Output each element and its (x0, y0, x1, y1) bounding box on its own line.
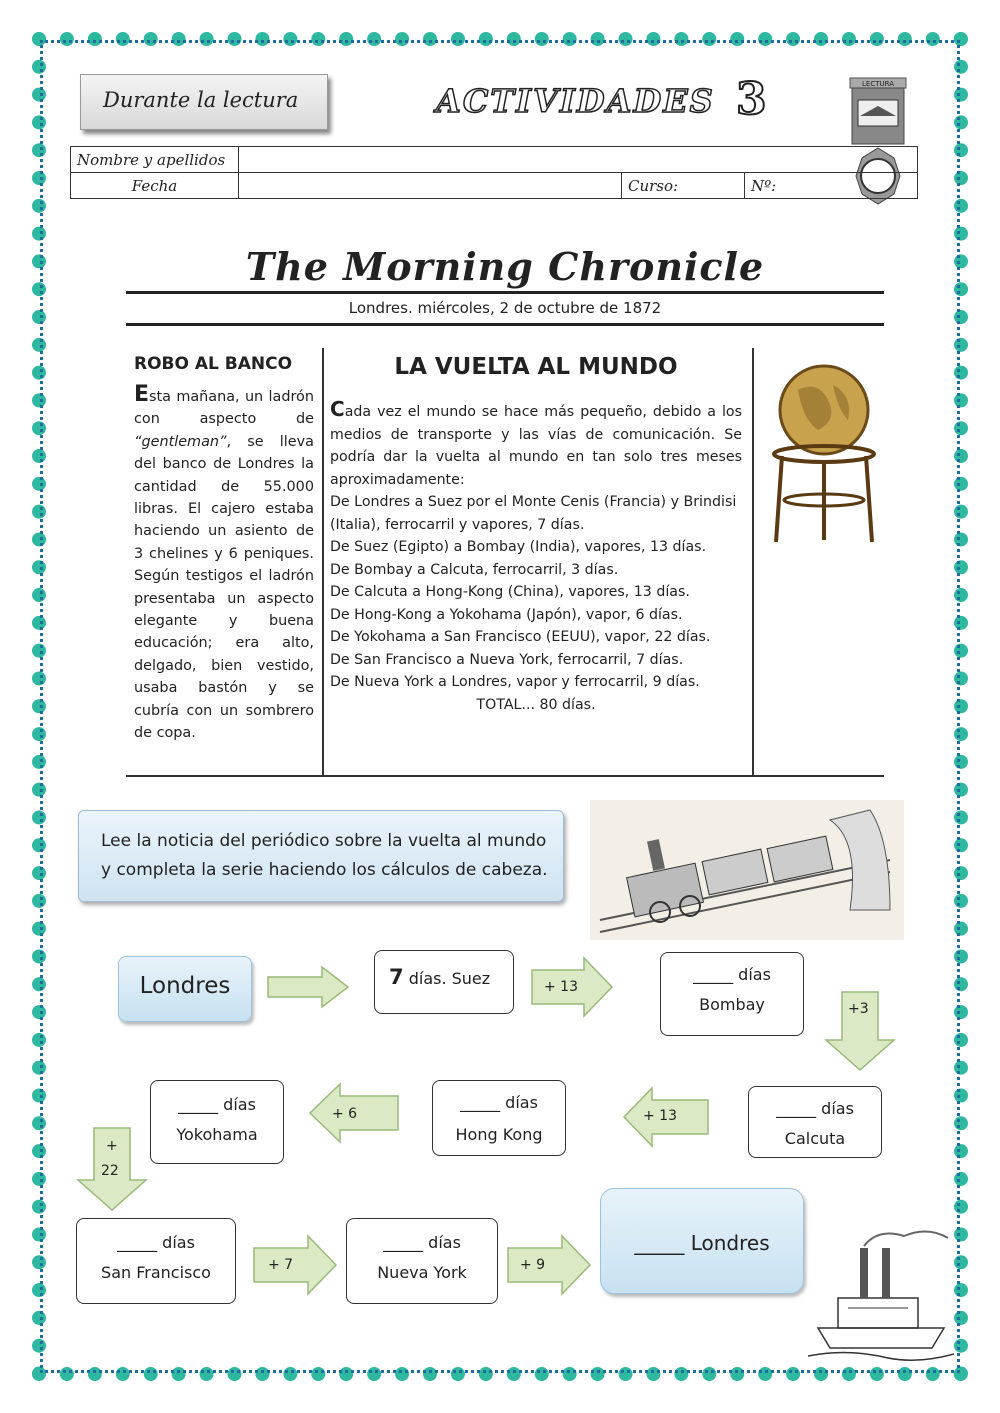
number-label[interactable]: Nº: (745, 173, 918, 199)
vuelta-leg: De Hong-Kong a Yokohama (Japón), vapor, 6 días. (330, 606, 683, 623)
yokohama-box (150, 1080, 284, 1164)
drop-cap: C (330, 397, 345, 421)
suez-box (374, 950, 514, 1014)
hongkong-box (432, 1080, 566, 1156)
name-label: Nombre y apellidos (71, 147, 239, 173)
yokohama-label: Yokohama (176, 1125, 258, 1144)
activity-number: 3 (736, 74, 767, 125)
right-arrow-icon (252, 1234, 338, 1296)
right-arrow-icon (506, 1234, 592, 1296)
blank-days[interactable]: _____ días (693, 965, 771, 984)
op-label: + 9 (520, 1257, 546, 1273)
bombay-box (660, 952, 804, 1036)
vuelta-total: TOTAL... 80 días. (476, 696, 596, 713)
vuelta-leg: De Londres a Suez por el Monte Cenis (Francia) y Brindisi (Italia), ferrocarril y vapores, 7 días. (330, 494, 737, 533)
bombay-label: Bombay (699, 995, 765, 1014)
vuelta-leg: De Suez (Egipto) a Bombay (India), vapores, 13 días. (330, 539, 707, 555)
vuelta-intro: ada vez el mundo se hace más pequeño, debido a los medios de transporte y las vías de comunicación. Se podría dar la vuelta al mundo en tan solo tres meses aproximadamente: (330, 404, 742, 488)
section-label-banner (80, 74, 328, 130)
op-label: + 13 (643, 1108, 677, 1124)
suez-days: 7 (389, 965, 404, 989)
start-londres-box (118, 956, 252, 1022)
op-label: 22 (101, 1163, 119, 1179)
steamboat-icon (808, 1218, 954, 1366)
robo-article (134, 384, 314, 745)
section-label: Durante la lectura (103, 88, 299, 112)
op-label: + 7 (268, 1257, 294, 1273)
column-separator (322, 348, 324, 776)
robo-text-part: sta mañana, un ladrón con aspecto de (134, 389, 314, 428)
vuelta-leg: De San Francisco a Nueva York, ferrocarril, 7 días. (330, 651, 684, 668)
nuevayork-label: Nueva York (377, 1263, 467, 1282)
op-label: + (106, 1138, 118, 1154)
op-label: + 13 (544, 979, 578, 995)
hongkong-label: Hong Kong (455, 1125, 543, 1144)
instruction-text: Lee la noticia del periódico sobre la vuelta al mundo y completa la serie haciendo los cálculos de cabeza. (101, 831, 548, 880)
date-field[interactable] (239, 173, 622, 199)
blank-days[interactable]: _____ días (117, 1233, 195, 1252)
blank-days[interactable]: _____ días (776, 1099, 854, 1118)
calcuta-box (748, 1086, 882, 1158)
column-separator (752, 348, 754, 776)
newspaper-title: The Morning Chronicle (245, 244, 765, 289)
activities-title: ACTIVIDADES (436, 82, 715, 120)
date-label: Fecha (71, 173, 239, 199)
vuelta-leg: De Nueva York a Londres, vapor y ferrocarril, 9 días. (330, 674, 700, 690)
start-londres-label: Londres (139, 973, 231, 999)
course-label[interactable]: Curso: (622, 173, 745, 199)
blank-days[interactable]: _____ días (460, 1093, 538, 1112)
robo-text-part: , se lleva del banco de Londres la cantidad de 55.000 libras. El cajero estaba haciendo un asiento de 3 chelines y 6 peniques. Según testigos el ladrón presentaba un aspecto elegante y buena educación; era alto, delgado, bien vestido, usaba bastón y se cubría con un sombrero de copa. (134, 433, 314, 742)
blank-days[interactable]: _____ días (178, 1095, 256, 1114)
sanfrancisco-box (76, 1218, 236, 1304)
globe-icon (768, 360, 884, 550)
robo-text-italic: “gentleman” (134, 433, 227, 450)
newspaper-dateline: Londres. miércoles, 2 de octubre de 1872 (348, 299, 662, 317)
dateline-rule (126, 323, 884, 326)
instruction-banner (78, 810, 564, 902)
end-londres-box (600, 1188, 804, 1294)
name-field[interactable] (239, 147, 918, 173)
student-info-table (70, 146, 918, 199)
vuelta-leg: De Calcuta a Hong-Kong (China), vapores, 13 días. (330, 584, 690, 600)
op-label: + 6 (332, 1106, 358, 1122)
vuelta-leg: De Bombay a Calcuta, ferrocarril, 3 días. (330, 561, 619, 578)
calcuta-label: Calcuta (784, 1129, 846, 1148)
vuelta-title: LA VUELTA AL MUNDO (394, 354, 678, 380)
right-arrow-icon (266, 965, 350, 1009)
vuelta-article (330, 398, 742, 716)
suez-label: días. Suez (408, 969, 491, 988)
steam-train-icon (590, 800, 904, 940)
end-londres-label[interactable]: _____ Londres (634, 1231, 770, 1255)
robo-title: ROBO AL BANCO (134, 354, 293, 374)
medal-label: LECTURA (862, 80, 894, 88)
masthead-rule (126, 291, 884, 294)
newspaper-bottom-rule (126, 775, 884, 777)
drop-cap: E (134, 382, 150, 407)
vuelta-leg: De Yokohama a San Francisco (EEUU), vapor, 22 días. (330, 629, 711, 645)
nuevayork-box (346, 1218, 498, 1304)
sanfrancisco-label: San Francisco (101, 1263, 211, 1282)
blank-days[interactable]: _____ días (383, 1233, 461, 1252)
op-label: +3 (848, 1001, 869, 1017)
